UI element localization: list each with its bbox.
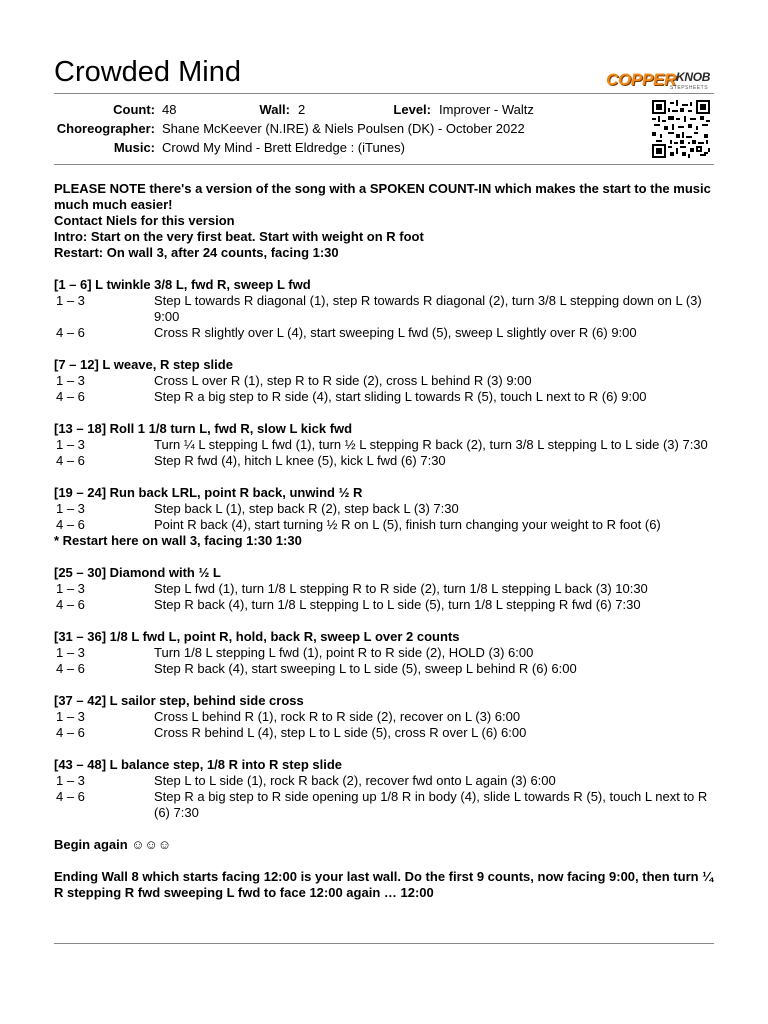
step-section (54, 757, 714, 821)
step-row (54, 725, 714, 741)
step-count: 4 – 6 (56, 389, 85, 404)
step-description: Point R back (4), start turning ½ R on L (5), finish turn changing your weight to R foot (6) (154, 517, 661, 532)
note-line: PLEASE NOTE there's a version of the song with a SPOKEN COUNT-IN which makes the start to the music much much easier! (54, 181, 711, 212)
step-description: Step R back (4), start sweeping L to L side (5), sweep L behind R (6) 6:00 (154, 661, 577, 676)
step-count: 1 – 3 (56, 773, 85, 788)
logo-word-copper: COPPER (606, 70, 676, 89)
step-count: 4 – 6 (56, 661, 85, 676)
section-heading: [31 – 36] 1/8 L fwd L, point R, hold, back R, sweep L over 2 counts (54, 629, 460, 644)
choreographer-label: Choreographer: (56, 121, 155, 136)
step-count: 1 – 3 (56, 293, 85, 308)
step-count: 1 – 3 (56, 581, 85, 596)
step-count: 1 – 3 (56, 645, 85, 660)
step-section (54, 421, 714, 469)
step-row (54, 645, 714, 661)
section-heading: [7 – 12] L weave, R step slide (54, 357, 233, 372)
step-section (54, 693, 714, 741)
music-label: Music: (113, 140, 155, 155)
meta-rule (54, 164, 714, 165)
count-value: 48 (162, 102, 177, 117)
note-line: Intro: Start on the very first beat. Start with weight on R foot (54, 229, 424, 244)
step-count: 4 – 6 (56, 453, 85, 468)
step-count: 1 – 3 (56, 501, 85, 516)
step-count: 1 – 3 (56, 709, 85, 724)
section-heading: [37 – 42] L sailor step, behind side cross (54, 693, 304, 708)
step-count: 4 – 6 (56, 325, 85, 340)
step-sections (54, 277, 714, 821)
logo-subtitle: STEPSHEETS (670, 85, 709, 91)
step-description: Cross R slightly over L (4), start sweeping L fwd (5), sweep L slightly over R (6) 9:00 (154, 325, 637, 340)
section-heading: [13 – 18] Roll 1 1/8 turn L, fwd R, slow L kick fwd (54, 421, 353, 436)
step-row (54, 453, 714, 469)
step-count: 4 – 6 (56, 725, 85, 740)
stepsheet-page (54, 0, 714, 1024)
level-value: Improver - Waltz (439, 102, 534, 117)
step-row (54, 293, 714, 325)
step-row (54, 597, 714, 613)
step-row (54, 437, 714, 453)
step-description: Cross L over R (1), step R to R side (2), cross L behind R (3) 9:00 (154, 373, 532, 388)
ending-note: Ending Wall 8 which starts facing 12:00 is your last wall. Do the first 9 counts, now facing 9:00, then turn ¼ R stepping R fwd sweeping L fwd to face 12:00 again … 12:00 (54, 869, 714, 900)
level-label: Level: (393, 102, 431, 117)
step-description: Turn 1/8 L stepping L fwd (1), point R to R side (2), HOLD (3) 6:00 (154, 645, 534, 660)
step-section (54, 565, 714, 613)
step-description: Step L to L side (1), rock R back (2), recover fwd onto L again (3) 6:00 (154, 773, 556, 788)
qr-code (650, 100, 712, 158)
step-section (54, 629, 714, 677)
step-section (54, 277, 714, 341)
step-description: Step L towards R diagonal (1), step R towards R diagonal (2), turn 3/8 L stepping down on L (3) 9:00 (154, 293, 702, 324)
restart-note: * Restart here on wall 3, facing 1:30 1:30 (54, 533, 302, 548)
step-count: 4 – 6 (56, 597, 85, 612)
header-rule (54, 93, 714, 94)
step-row (54, 661, 714, 677)
step-row (54, 581, 714, 597)
count-label: Count: (113, 102, 155, 117)
dance-title: Crowded Mind (54, 56, 241, 88)
step-description: Cross L behind R (1), rock R to R side (2), recover on L (3) 6:00 (154, 709, 521, 724)
step-description: Step back L (1), step back R (2), step back L (3) 7:30 (154, 501, 459, 516)
step-count: 1 – 3 (56, 437, 85, 452)
step-description: Step R a big step to R side opening up 1/8 R in body (4), slide L towards R (5), touch L next to R (6) 7:30 (154, 789, 708, 820)
spacer (54, 853, 714, 869)
note-line: Contact Niels for this version (54, 213, 235, 228)
section-heading: [25 – 30] Diamond with ½ L (54, 565, 221, 580)
footer-rule (54, 943, 714, 944)
wall-label: Wall: (259, 102, 290, 117)
note-line: Restart: On wall 3, after 24 counts, facing 1:30 (54, 245, 339, 260)
step-row (54, 501, 714, 517)
step-count: 4 – 6 (56, 517, 85, 532)
step-description: Step R fwd (4), hitch L knee (5), kick L fwd (6) 7:30 (154, 453, 446, 468)
step-row (54, 389, 714, 405)
step-row (54, 373, 714, 389)
step-count: 4 – 6 (56, 789, 85, 804)
step-row (54, 517, 714, 533)
section-heading: [43 – 48] L balance step, 1/8 R into R step slide (54, 757, 343, 772)
begin-again: Begin again ☺☺☺ (54, 837, 172, 852)
step-row (54, 773, 714, 789)
logo-word-knob: KNOB (676, 70, 711, 84)
step-description: Step R back (4), turn 1/8 L stepping L to L side (5), turn 1/8 L stepping R fwd (6) 7:30 (154, 597, 641, 612)
step-description: Step L fwd (1), turn 1/8 L stepping R to R side (2), turn 1/8 L stepping L back (3) 10:30 (154, 581, 648, 596)
step-row (54, 789, 714, 821)
choreographer-value: Shane McKeever (N.IRE) & Niels Poulsen (DK) - October 2022 (162, 121, 525, 136)
wall-value: 2 (298, 102, 306, 117)
music-value: Crowd My Mind - Brett Eldredge : (iTunes) (162, 140, 405, 155)
step-section (54, 485, 714, 549)
section-heading: [1 – 6] L twinkle 3/8 L, fwd R, sweep L fwd (54, 277, 311, 292)
step-section (54, 357, 714, 405)
step-row (54, 709, 714, 725)
copperknob-logo (606, 70, 714, 92)
step-count: 1 – 3 (56, 373, 85, 388)
step-description: Turn ¼ L stepping L fwd (1), turn ½ L stepping R back (2), turn 3/8 L stepping L to L side (3) 7:30 (154, 437, 708, 452)
step-description: Cross R behind L (4), step L to L side (5), cross R over L (6) 6:00 (154, 725, 527, 740)
stepsheet-body (54, 181, 714, 901)
spacer (54, 821, 714, 837)
section-heading: [19 – 24] Run back LRL, point R back, unwind ½ R (54, 485, 363, 500)
step-row (54, 325, 714, 341)
step-description: Step R a big step to R side (4), start sliding L towards R (5), touch L next to R (6) 9:00 (154, 389, 647, 404)
